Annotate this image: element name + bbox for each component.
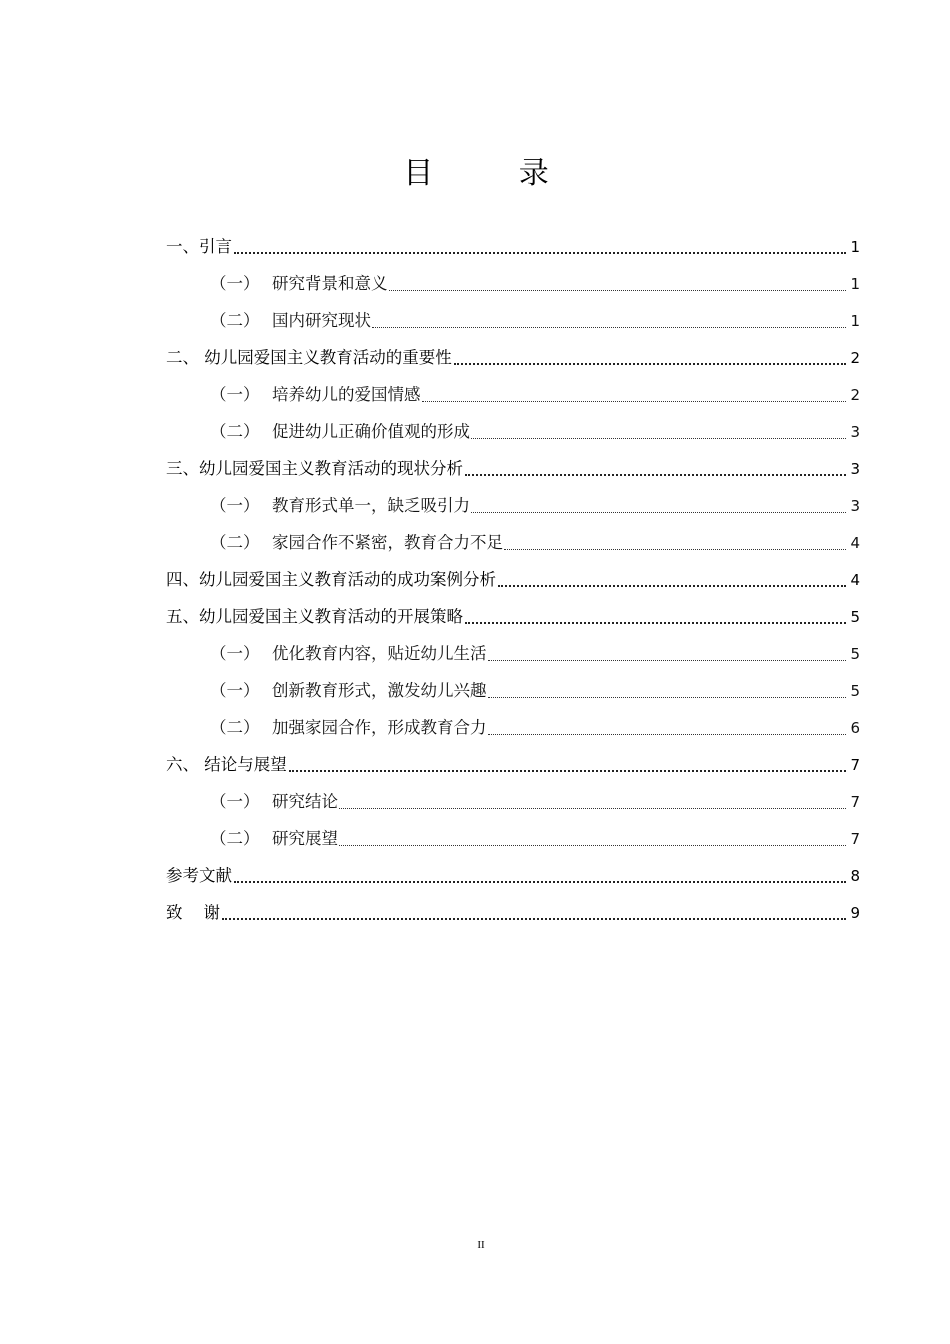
toc-entry-label: 研究展望 [272,829,338,848]
toc-dot-leader [471,424,846,439]
toc-entry-number: （一） [210,681,260,700]
toc-section-entry[interactable] [166,257,860,294]
toc-entry-number: （一） [210,792,260,811]
toc-entry-label: 加强家园合作，形成教育合力 [272,718,487,737]
toc-dot-leader [339,794,846,809]
toc-entry-label: 研究结论 [272,792,338,811]
toc-entry-label: 培养幼儿的爱国情感 [272,385,421,404]
toc-page-number: 9 [850,904,860,922]
toc-entry-number: 一、 [166,237,199,256]
toc-entry-number: （一） [210,385,260,404]
toc-section-entry[interactable] [166,516,860,553]
toc-dot-leader [234,238,846,254]
toc-chapter-entry[interactable] [166,886,860,923]
toc-page-number: 7 [850,756,860,774]
toc-entry-number: （二） [210,533,260,552]
toc-section-entry[interactable] [166,368,860,405]
toc-section-entry[interactable] [166,405,860,442]
toc-dot-leader [504,535,846,550]
toc-chapter-entry[interactable] [166,220,860,257]
toc-entry-label: 致 谢 [166,903,220,922]
toc-list [166,220,860,923]
toc-entry-label: 促进幼儿正确价值观的形成 [272,422,470,441]
toc-entry-label: 幼儿园爱国主义教育活动的开展策略 [199,607,463,626]
toc-page-number: 1 [850,312,860,330]
page-number-footer: II [477,1239,485,1251]
toc-entry-number: （二） [210,829,260,848]
toc-page-number: 4 [850,534,860,552]
toc-page-number: 5 [850,608,860,626]
toc-entry-label: 幼儿园爱国主义教育活动的现状分析 [199,459,463,478]
toc-dot-leader [339,831,846,846]
toc-section-entry[interactable] [166,701,860,738]
toc-page-number: 4 [850,571,860,589]
toc-dot-leader [498,571,846,587]
toc-section-entry[interactable] [166,294,860,331]
toc-entry-label: 幼儿园爱国主义教育活动的成功案例分析 [199,570,496,589]
toc-dot-leader [422,387,847,402]
toc-entry-label: 家园合作不紧密，教育合力不足 [272,533,503,552]
toc-dot-leader [454,349,847,365]
toc-section-entry[interactable] [166,775,860,812]
toc-dot-leader [389,276,847,291]
toc-chapter-entry[interactable] [166,738,860,775]
toc-section-entry[interactable] [166,479,860,516]
toc-page-number: 1 [850,238,860,256]
toc-entry-number: （二） [210,311,260,330]
toc-entry-number: 四、 [166,570,199,589]
toc-entry-number: （二） [210,422,260,441]
toc-entry-label: 教育形式单一，缺乏吸引力 [272,496,470,515]
toc-page-number: 8 [850,867,860,885]
toc-entry-label: 结论与展望 [199,755,287,774]
toc-page-number: 7 [850,830,860,848]
toc-page-number: 7 [850,793,860,811]
toc-section-entry[interactable] [166,812,860,849]
toc-dot-leader [488,720,847,735]
toc-chapter-entry[interactable] [166,849,860,886]
toc-entry-label: 参考文献 [166,866,232,885]
toc-dot-leader [234,867,846,883]
toc-entry-label: 引言 [199,237,232,256]
toc-dot-leader [465,608,846,624]
toc-entry-label: 研究背景和意义 [272,274,388,293]
toc-page-number: 3 [850,423,860,441]
toc-entry-number: （一） [210,496,260,515]
toc-entry-number: 六、 [166,755,199,774]
toc-page-number: 2 [850,386,860,404]
toc-page-number: 1 [850,275,860,293]
toc-dot-leader [289,756,847,772]
toc-page-number: 3 [850,460,860,478]
toc-entry-number: 三、 [166,459,199,478]
toc-entry-number: （一） [210,274,260,293]
toc-entry-label: 优化教育内容，贴近幼儿生活 [272,644,487,663]
toc-page-number: 5 [850,682,860,700]
toc-dot-leader [372,313,846,328]
toc-entry-number: （一） [210,644,260,663]
toc-page-number: 5 [850,645,860,663]
toc-entry-number: 五、 [166,607,199,626]
toc-dot-leader [471,498,846,513]
toc-section-entry[interactable] [166,627,860,664]
toc-chapter-entry[interactable] [166,331,860,368]
toc-chapter-entry[interactable] [166,553,860,590]
toc-title: 目 录 [403,156,587,191]
toc-dot-leader [488,683,847,698]
toc-chapter-entry[interactable] [166,590,860,627]
toc-dot-leader [222,904,846,920]
toc-entry-label: 幼儿园爱国主义教育活动的重要性 [199,348,452,367]
toc-entry-label: 国内研究现状 [272,311,371,330]
toc-page-number: 6 [850,719,860,737]
toc-dot-leader [465,460,846,476]
toc-chapter-entry[interactable] [166,442,860,479]
toc-dot-leader [488,646,847,661]
toc-page-number: 3 [850,497,860,515]
toc-entry-label: 创新教育形式，激发幼儿兴趣 [272,681,487,700]
toc-entry-number: （二） [210,718,260,737]
toc-page-number: 2 [850,349,860,367]
toc-entry-number: 二、 [166,348,199,367]
toc-section-entry[interactable] [166,664,860,701]
